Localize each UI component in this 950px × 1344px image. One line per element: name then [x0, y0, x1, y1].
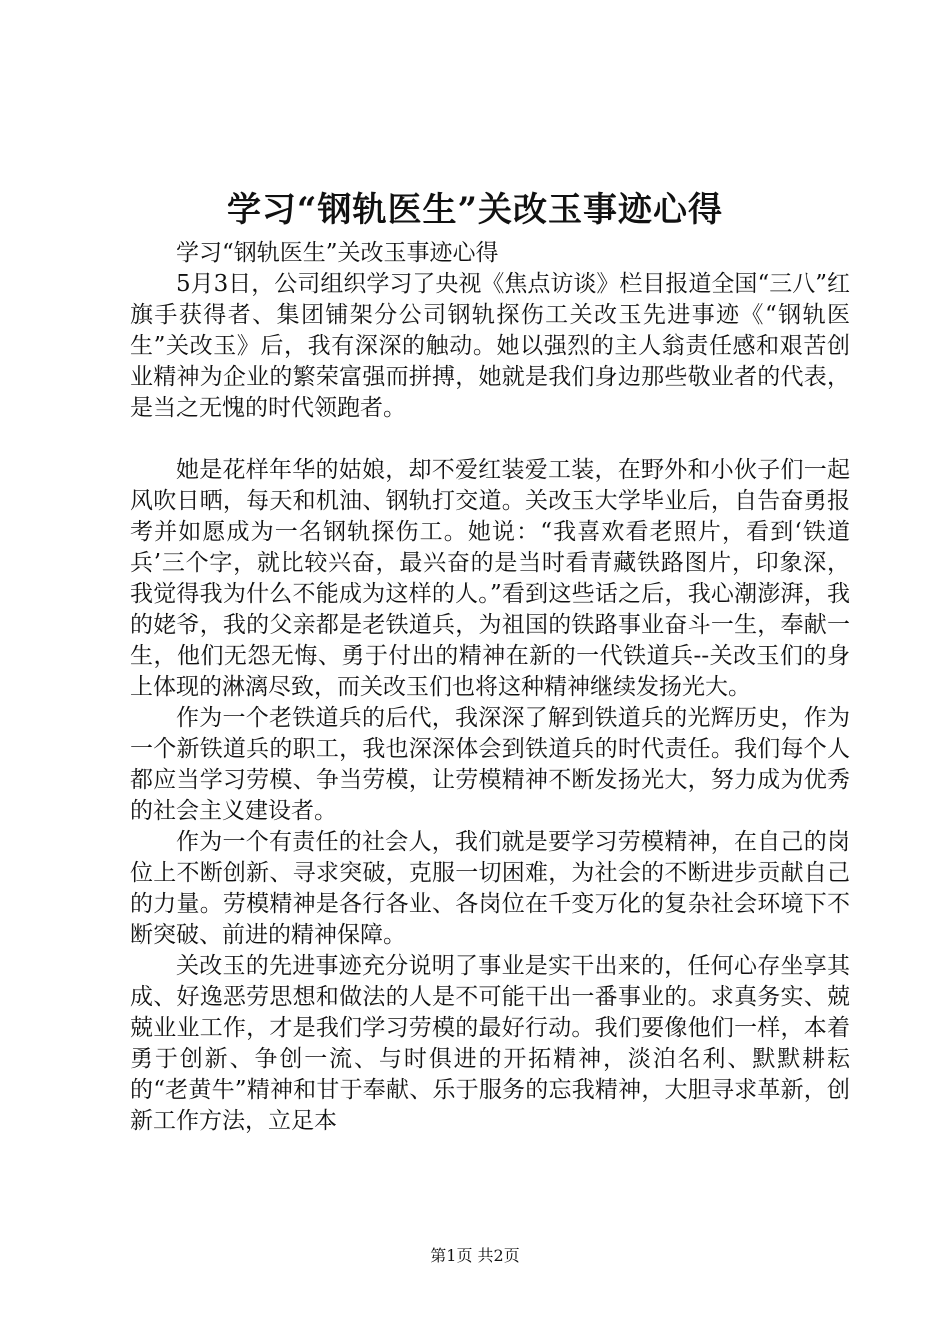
paragraph-subtitle: 学习“钢轨医生”关改玉事迹心得 [176, 240, 499, 266]
paragraph-story: 她是花样年华的姑娘，却不爱红装爱工装，在野外和小伙子们一起风吹日晒，每天和机油、钢轨打交道。关改玉大学毕业后，自告奋勇报考并如愿成为一名钢轨探伤工。她说：“我喜欢看老照片，看到‘铁道兵’三个字，就比较兴奋，最兴奋的是当时看青藏铁路图片，印象深，我觉得我为什么不能成为这样的人。”看到这些话之后，我心潮澎湃，我的姥爷，我的父亲都是老铁道兵，为祖国的铁路事业奋斗一生，奉献一生，他们无怨无悔、勇于付出的精神在新的一代铁道兵--关改玉们的身上体现的淋漓尽致，而关改玉们也将这种精神继续发扬光大。 [130, 457, 850, 700]
document-title: 学习“钢轨医生”关改玉事迹心得 [226, 190, 724, 230]
paragraph-descendant: 作为一个老铁道兵的后代，我深深了解到铁道兵的光辉历史，作为一个新铁道兵的职工，我也深深体会到铁道兵的时代责任。我们每个人都应当学习劳模、争当劳模，让劳模精神不断发扬光大，努力成为优秀的社会主义建设者。 [130, 705, 850, 824]
paragraph-conclusion: 关改玉的先进事迹充分说明了事业是实干出来的，任何心存坐享其成、好逸恶劳思想和做法的人是不可能干出一番事业的。求真务实、兢兢业业工作，才是我们学习劳模的最好行动。我们要像他们一样，本着勇于创新、争创一流、与时俱进的开拓精神，淡泊名利、默默耕耘的“老黄牛”精神和甘于奉献、乐于服务的忘我精神，大胆寻求革新，创新工作方法，立足本 [130, 953, 850, 1134]
document-body [130, 238, 850, 1137]
paragraph-intro: 5月3日，公司组织学习了央视《焦点访谈》栏目报道全国“三八”红旗手获得者、集团铺架分公司钢轨探伤工关改玉先进事迹《“钢轨医生”关改玉》后，我有深深的触动。她以强烈的主人翁责任感和艰苦创业精神为企业的繁荣富强而拼搏，她就是我们身边那些敬业者的代表，是当之无愧的时代领跑者。 [130, 271, 850, 421]
page-number-footer: 第1页 共2页 [430, 1246, 520, 1265]
paragraph-responsibility: 作为一个有责任的社会人，我们就是要学习劳模精神，在自己的岗位上不断创新、寻求突破，克服一切困难，为社会的不断进步贡献自己的力量。劳模精神是各行各业、各岗位在千变万化的复杂社会环境下不断突破、前进的精神保障。 [130, 829, 850, 948]
